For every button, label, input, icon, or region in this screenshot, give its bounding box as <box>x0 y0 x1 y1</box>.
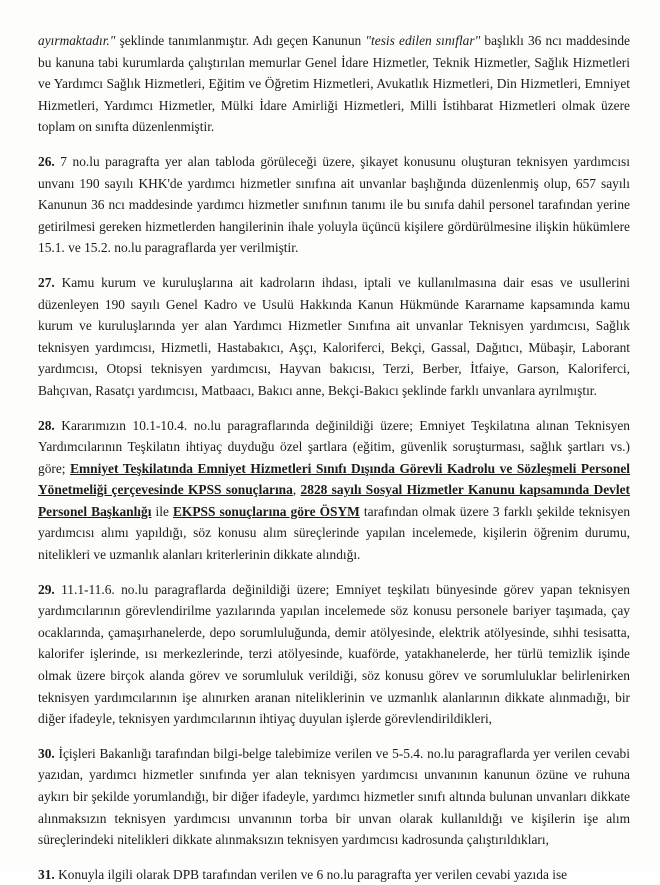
paragraph-28 <box>38 415 630 566</box>
text-run: İçişleri Bakanlığı tarafından bilgi-belge talebimize verilen ve 5-5.4. no.lu paragraflarda yer verilen cevabi yazıdan, yardımcı hizmetler sınıfında yer alan teknisyen yardımcısı unvanının kanunun özüne ve ruhuna aykırı bir şekilde yorumlandığı, bir diğer ifadeyle, yardımcı hizmetler sınıfı altında bulunan unvanları dikkate alınmaksızın teknisyen yardımcısı unvanının torba bir unvan olarak kullanıldığı ve kişilerin işe alım süreçlerindeki nitelikleri dikkate alınmaksızın teknisyen yardımcısı kadrosunda çalıştırıldıkları, <box>38 745 630 848</box>
paragraph-number: 27. <box>38 274 55 290</box>
text-run: Konuyla ilgili olarak DPB tarafından verilen ve 6 no.lu paragrafta yer verilen cevabi yazıda ise <box>58 866 568 882</box>
document-body <box>38 30 630 885</box>
underlined-emphasis: 2828 sayılı Sosyal Hizmetler Kanunu kapsamında Devlet Personel Başkanlığı <box>38 482 631 519</box>
text-run: 11.1-11.6. no.lu paragraflarda değinildiği üzere; Emniyet teşkilatı bünyesinde görev yapan teknisyen yardımcılarının görevlendirilme yazılarında yapılan incelemede söz konusu personele bariyer taşımada, çay ocaklarında, çamaşırhanelerde, depo sorumluluğunda, demir atölyesinde, elektrik atölyesinde, sıhhi tesisatta, kalorifer işlerinde, ısı merkezlerinde, terzi atölyesinde, kuaförde, yatakhanelerde, her türlü temizlik işinde olmak üzere birçok alanda görev ve sorumluluk verildiği, söz konusu görev ve sorumluluklar belirlenirken teknisyen yardımcılarının işe alınırken aranan niteliklerinin ve uzmanlık alanlarının dikkate alınmadığı, bir diğer ifadeyle, teknisyen yardımcılarının ihtiyaç duyulan işlerde görevlendirildikleri, <box>38 581 630 727</box>
text-run: , <box>292 482 301 498</box>
underlined-emphasis: EKPSS sonuçlarına göre ÖSYM <box>173 503 360 519</box>
paragraph-27 <box>38 272 630 402</box>
paragraph-number: 31. <box>38 866 55 882</box>
paragraph-number: 26. <box>38 153 55 169</box>
text-run: şeklinde tanımlanmıştır. Adı geçen Kanunun <box>115 33 366 48</box>
paragraph-continuation <box>38 30 630 138</box>
paragraph-26 <box>38 151 630 259</box>
text-run: tarafından olmak üzere 3 farklı şekilde teknisyen yardımcısı alımı yapıldığı, söz konusu alım süreçlerinde yapılan incelemede, kişilerin öğrenim durumu, nitelikleri ve uzmanlık alanları kriterlerinin dikkate alındığı. <box>38 503 631 563</box>
text-run: başlıklı 36 ncı maddesinde bu kanuna tabi kurumlarda çalıştırılan memurlar Genel İdare Hizmetler, Teknik Hizmetler, Sağlık Hizmetleri ve Yardımcı Sağlık Hizmetleri, Eğitim ve Öğretim Hizmetleri, Avukatlık Hizmetleri, Din Hizmetleri, Emniyet Hizmetleri, Yardımcı Hizmetler, Mülki İdare Amirliği Hizmetleri, Milli İstihbarat Hizmetleri olmak üzere toplam on sınıfta düzenlenmiştir. <box>38 33 630 135</box>
paragraph-number: 29. <box>38 581 55 597</box>
text-run: Kamu kurum ve kuruluşlarına ait kadroların ihdası, iptali ve kullanılmasına dair esas ve usullerini düzenleyen 190 sayılı Genel Kadro ve Usulü Hakkında Kanun Hükmünde Kararname kapsamında kamu kurum ve kuruluşlarında yer alan Yardımcı Hizmetler Sınıfına ait unvanlar Teknisyen yardımcısı, Sağlık teknisyen yardımcısı, Hizmetli, Hastabakıcı, Aşçı, Kaloriferci, Bekçi, Gassal, Dağıtıcı, Mübaşir, Laborant yardımcısı, Otopsi teknisyen yardımcısı, Hayvan bakıcısı, Terzi, Berber, İtfaiye, Garson, Kaloriferci, Bahçıvan, Rasatçı yardımcısı, Matbaacı, Bakıcı anne, Bekçi-Bakıcı şeklinde farklı unvanlara ayrılmıştır. <box>38 274 630 398</box>
italic-quote: ayırmaktadır." <box>38 33 116 48</box>
paragraph-number: 28. <box>38 417 55 433</box>
text-run: Kararımızın 10.1-10.4. no.lu paragraflarında değinildiği üzere; Emniyet Teşkilatına alınan Teknisyen Yardımcılarının Teşkilatın ihtiyaç duyduğu özel şartlara (eğitim, güvenlik soruşturması, sağlık şartları vs.) göre; <box>38 417 630 476</box>
underlined-emphasis: Emniyet Teşkilatında Emniyet Hizmetleri Sınıfı Dışında Görevli Kadrolu ve Sözleşmeli Personel Yönetmeliği çerçevesinde KPSS sonuçlarına <box>38 460 630 498</box>
text-run: 7 no.lu paragrafta yer alan tabloda görüleceği üzere, şikayet konusunu oluşturan teknisyen yardımcısı unvanı 190 sayılı KHK'de yardımcı hizmetler sınıfına ait unvanlar başlığında düzenlenmiş olup, 657 sayılı Kanunun 36 ncı maddesinde yardımcı hizmetler sınıfının tanımı ile bu sınıfa dahil personel tarafından yerine getirilmesi gereken hizmetlerden hangilerinin ihale yoluyla üçüncü kişilere gördürülmesine ilişkin hükümlere 15.1. ve 15.2. no.lu paragraflarda yer verilmiştir. <box>38 153 630 256</box>
paragraph-number: 30. <box>38 745 55 761</box>
paragraph-31 <box>38 864 630 885</box>
text-run: ile <box>151 503 173 519</box>
paragraph-29 <box>38 579 630 730</box>
paragraph-30 <box>38 743 630 851</box>
italic-quote: "tesis edilen sınıflar" <box>365 33 481 48</box>
